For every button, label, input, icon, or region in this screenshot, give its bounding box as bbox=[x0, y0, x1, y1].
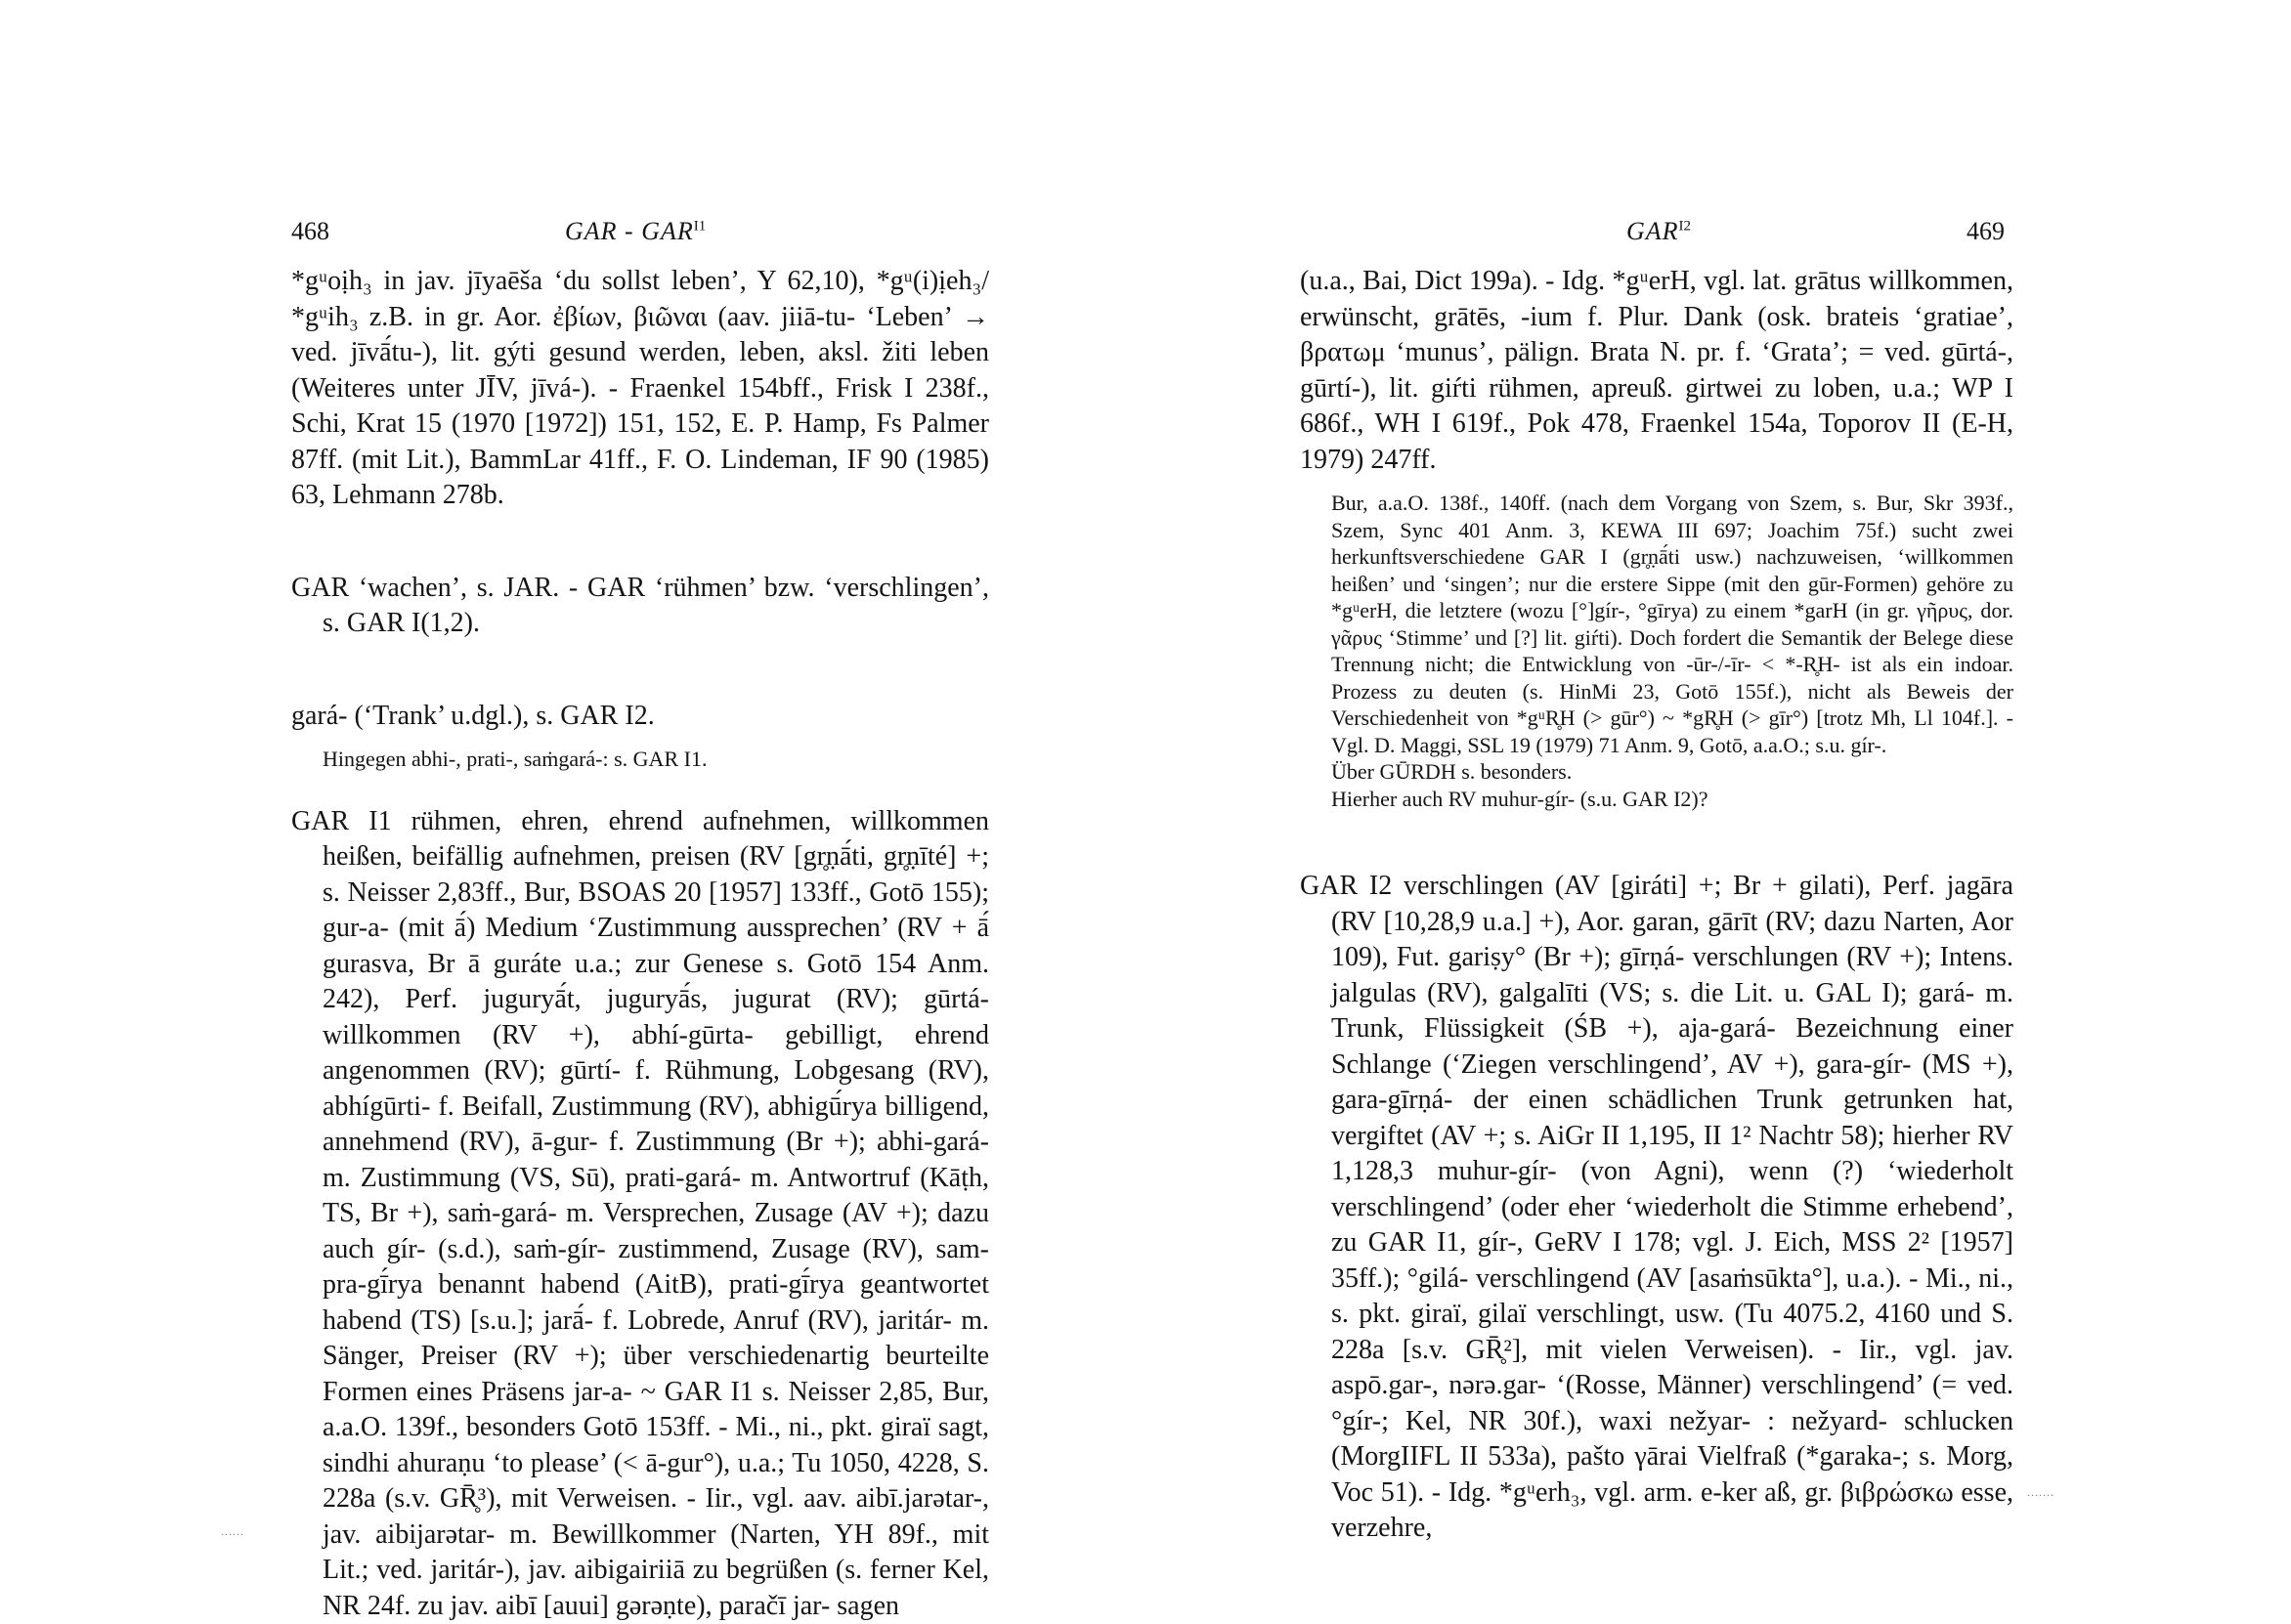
running-head bbox=[1626, 217, 1691, 246]
running-head bbox=[565, 217, 706, 246]
note-paragraph: Bur, a.a.O. 138f., 140ff. (nach dem Vorgang von Szem, s. Bur, Skr 393f., Szem, Sync 401 Anm. 3, KEWA III 697; Joachim 75f.) sucht zwei herkunftsverschiedene GAR I (gr̥ṇā́ti usw.) nachzuweisen, ‘willkommen heißen’ und ‘singen’; nur die erstere Sippe (mit den gūr-Formen) gehöre zu *gᵘerH, die letztere (wozu [°]gír-, °gīrya) zu einem *garH (in gr. γῆρυς, dor. γᾶρυς ‘Stimme’ und [?] lit. giŕti). Doch fordert die Semantik der Belege diese Trennung nicht; die Entwicklung von -ūr-/-īr- < *-R̥H- ist als ein indoar. Prozess zu deuten (s. HinMi 23, Gotō 155f.), nicht als Beweis der Verschiedenheit von *gᵘR̥H (> gūr°) ~ *gR̥H (> gīr°) [trotz Mh, Ll 104f.]. - Vgl. D. Maggi, SSL 19 (1979) 71 Anm. 9, Gotō, a.a.O.; s.u. gír-. bbox=[1331, 490, 2013, 758]
margin-mark: ....... bbox=[2027, 1485, 2054, 1500]
entry-gar-wachen: GAR ‘wachen’, s. JAR. - GAR ‘rühmen’ bzw. ‘verschlingen’, s. GAR I(1,2). bbox=[291, 571, 989, 642]
entry-gar-i1: GAR I1 rühmen, ehren, ehrend aufnehmen, willkommen heißen, beifällig aufnehmen, preisen (RV [gr̥ṇā́ti, gr̥ṇīté] +; s. Neisser 2,83ff., Bur, BSOAS 20 [1957] 133ff., Gotō 155); gur-a- (mit ā́) Medium ‘Zustimmung aussprechen’ (RV + ā́ gurasva, Br ā guráte u.a.; zur Genese s. Gotō 154 Anm. 242), Perf. juguryā́t, juguryā́s, jugurat (RV); gūrtá- willkommen (RV +), abhí-gūrta- gebilligt, ehrend angenommen (RV); gūrtí- f. Rühmung, Lobgesang (RV), abhígūrti- f. Beifall, Zustimmung (RV), abhigū́rya billigend, annehmend (RV), ā-gur- f. Zustimmung (Br +); abhi-gará- m. Zustimmung (VS, Sū), prati-gará- m. Antwortruf (Kāṭh, TS, Br +), saṁ-gará- m. Versprechen, Zusage (AV +); dazu auch gír- (s.d.), saṁ-gír- zustimmend, Zusage (RV), sam-pra-gī́rya benannt habend (AitB), prati-gī́rya geantwortet habend (TS) [s.u.]; jarā́- f. Lobrede, Anruf (RV), jaritár- m. Sänger, Preiser (RV +); über verschiedenartig beurteilte Formen eines Präsens jar-a- ~ GAR I1 s. Neisser 2,85, Bur, a.a.O. 139f., besonders Gotō 153ff. - Mi., ni., pkt. giraï sagt, sindhi ahuraṇu ‘to please’ (< ā-gur°), u.a.; Tu 1050, 4228, S. 228a (s.v. GR̥̄³), mit Verweisen. - Iir., vgl. aav. aibī.jarətar-, jav. aibijarətar- m. Bewillkommer (Narten, YH 89f., mit Lit.; ved. jaritár-), jav. aibigairiiā zu begrüßen (s. ferner Kel, NR 24f. zu jav. aibī [auui] gərəṇte), paračī jar- sagen bbox=[291, 804, 989, 1624]
paragraph: (u.a., Bai, Dict 199a). - Idg. *gᵘerH, vgl. lat. grātus willkommen, erwünscht, grātēs, -ium f. Plur. Dank (osk. brateis ‘gratiae’, βρατωμ ‘munus’, pälign. Brata N. pr. f. ‘Grata’; = ved. gūrtá-, gūrtí-), lit. giŕti rühmen, apreuß. girtwei zu loben, u.a.; WP I 686f., WH I 619f., Pok 478, Fraenkel 154a, Toporov II (E-H, 1979) 247ff. bbox=[1300, 264, 2013, 478]
text-column bbox=[291, 264, 989, 1624]
paragraph: *gᵘoịh₃ in jav. jīyaēša ‘du sollst leben’, Y 62,10), *gᵘ(i)ịeh₃/ *gᵘih₃ z.B. in gr. Aor. ἐβίων, βιῶναι (aav. jiiā-tu- ‘Leben’ → ved. jīvā́tu-), lit. gýti gesund werden, leben, aksl. žiti leben (Weiteres unter JĪV, jīvá-). - Fraenkel 154bff., Frisk I 238f., Schi, Krat 15 (1970 [1972]) 151, 152, E. P. Hamp, Fs Palmer 87ff. (mit Lit.), BammLar 41ff., F. O. Lindeman, IF 90 (1985) 63, Lehmann 278b. bbox=[291, 264, 989, 514]
entry-gara: gará- (‘Trank’ u.dgl.), s. GAR I2. bbox=[291, 699, 989, 735]
entry-gar-i2: GAR I2 verschlingen (AV [giráti] +; Br + gilati), Perf. jagāra (RV [10,28,9 u.a.] +), Aor. garan, gārīt (RV; dazu Narten, Aor 109), Fut. gariṣy° (Br +); gīrṇá- verschlungen (RV +); Intens. jalgulas (RV), galgalīti (VS; s. die Lit. u. GAL I); gará- m. Trunk, Flüssigkeit (ŚB +), aja-gará- Bezeichnung einer Schlange (‘Ziegen verschlingend’, AV +), gara-gír- (MS +), gara-gīrṇá- der einen schädlichen Trunk getrunken hat, vergiftet (AV +; s. AiGr II 1,195, II 1² Nachtr 58); hierher RV 1,128,3 muhur-gír- (von Agni), wenn (?) ‘wiederholt verschlingend’ (oder eher ‘wiederholt die Stimme erhebend’, zu GAR I1, gír-, GeRV I 178; vgl. J. Eich, MSS 2² [1957] 35ff.); °gilá- verschlingend (AV [asaṁsūkta°], u.a.). - Mi., ni., s. pkt. giraï, gilaï verschlingt, usw. (Tu 4075.2, 4160 und S. 228a [s.v. GR̥̄²], mit vielen Verweisen). - Iir., vgl. jav. aspō.gar-, nərə.gar- ‘(Rosse, Männer) verschlingend’ (= ved. °gír-; Kel, NR 30f.), waxi nežyar- : nežyard- schlucken (MorgIIFL II 533a), pašto γārai Vielfraß (*garaka-; s. Morg, Voc 51). - Idg. *gᵘerh₃, vgl. arm. e-ker aß, gr. βιβρώσκω esse, verzehre, bbox=[1300, 869, 2013, 1547]
running-head-sup: I2 bbox=[1679, 218, 1692, 234]
note-paragraph: Hierher auch RV muhur-gír- (s.u. GAR I2)? bbox=[1331, 786, 2013, 813]
running-head-text: GAR - GAR bbox=[565, 217, 694, 245]
margin-mark: ...... bbox=[221, 1524, 244, 1539]
page-number: 469 bbox=[1967, 217, 2005, 246]
entry-note: Hingegen abhi-, prati-, saṁgará-: s. GAR I1. bbox=[323, 746, 989, 773]
running-head-text: GAR bbox=[1626, 217, 1679, 245]
running-head-sup: I1 bbox=[694, 218, 707, 234]
page-number: 468 bbox=[291, 217, 329, 246]
right-page bbox=[1146, 0, 2291, 1618]
note-paragraph: Über GŪRDH s. besonders. bbox=[1331, 758, 2013, 786]
left-page bbox=[0, 0, 1146, 1618]
text-column bbox=[1300, 264, 2013, 1547]
